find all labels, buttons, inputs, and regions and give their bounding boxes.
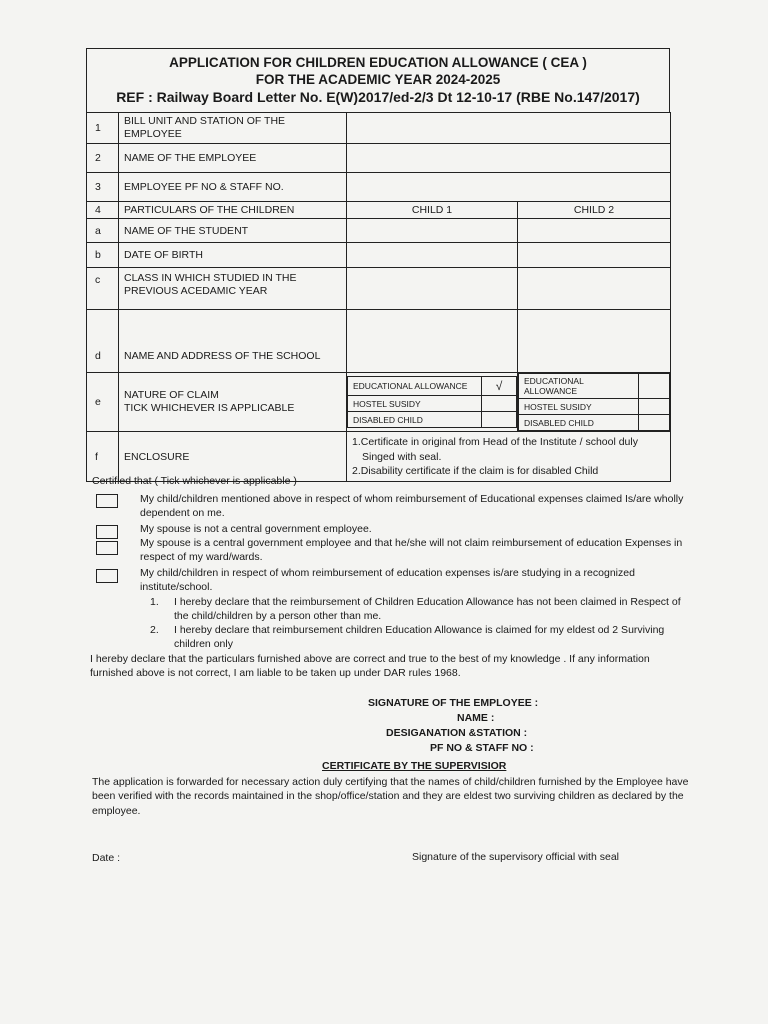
claim-option-label: HOSTEL SUSIDY	[519, 399, 639, 415]
child2-claim-options	[518, 373, 671, 432]
supervisor-signature-label: Signature of the supervisory official with seal	[412, 851, 619, 863]
row-label: NAME AND ADDRESS OF THE SCHOOL	[119, 310, 347, 373]
child1-header: CHILD 1	[347, 202, 518, 219]
child1-disabled-child-tick[interactable]	[482, 412, 517, 428]
declaration-text: I hereby declare that the reimbursement of Children Education Allowance has not been claimed in Respect of the child/children by a person other than me.	[174, 596, 681, 623]
certification-text: My spouse is not a central government employee.	[140, 523, 372, 535]
date-label: Date :	[92, 852, 121, 864]
child2-educational-allowance-tick[interactable]	[639, 374, 670, 399]
table-row	[87, 310, 671, 373]
row-label-text: NATURE OF CLAIM TICK WHICHEVER IS APPLICABLE	[124, 389, 295, 415]
form-title: APPLICATION FOR CHILDREN EDUCATION ALLOWANCE ( CEA )	[169, 55, 587, 70]
child2-header: CHILD 2	[518, 202, 671, 219]
child1-student-name-field[interactable]	[347, 219, 518, 243]
declaration-text: I hereby declare that reimbursement children Education Allowance is claimed for my eldest od 2 Surviving children only	[174, 624, 665, 651]
pf-staff-label: PF NO & STAFF NO :	[430, 742, 534, 754]
designation-label: DESIGANATION &STATION :	[386, 727, 528, 739]
table-row	[87, 113, 671, 144]
row-label: PARTICULARS OF THE CHILDREN	[119, 202, 347, 219]
row-label	[119, 113, 347, 144]
child1-hostel-subsidy-tick[interactable]	[482, 396, 517, 412]
table-row	[87, 202, 671, 219]
table-row	[87, 373, 671, 432]
table-row	[87, 219, 671, 243]
child1-school-field[interactable]	[347, 310, 518, 373]
certification-text: My child/children in respect of whom reimbursement of education expenses is/are studying in a recognized institute/school.	[140, 567, 635, 594]
child2-school-field[interactable]	[518, 310, 671, 373]
row-label: NAME OF THE STUDENT	[119, 219, 347, 243]
child1-class-field[interactable]	[347, 268, 518, 310]
row-number: 3	[87, 173, 119, 202]
enclosure-list	[347, 432, 671, 482]
enclosure-item: 2.Disability certificate if the claim is for disabled Child	[352, 464, 599, 477]
certified-heading: Certified that ( Tick whichever is applicable )	[92, 475, 297, 487]
checkbox[interactable]	[96, 569, 118, 583]
claim-option-label: EDUCATIONAL ALLOWANCE	[348, 377, 482, 396]
employee-name-field[interactable]	[347, 144, 671, 173]
child2-class-field[interactable]	[518, 268, 671, 310]
certification-text: My child/children mentioned above in respect of whom reimbursement of Educational expenses claimed Is/are wholly dependent on me.	[140, 493, 684, 520]
row-number: 2	[87, 144, 119, 173]
checkbox[interactable]	[96, 525, 118, 539]
row-number: c	[87, 268, 119, 310]
pf-staff-no-field[interactable]	[347, 173, 671, 202]
row-label	[119, 373, 347, 432]
employee-name-label: NAME :	[457, 712, 495, 724]
reference-line: REF : Railway Board Letter No. E(W)2017/ed-2/3 Dt 12-10-17 (RBE No.147/2017)	[116, 89, 640, 105]
claim-option-label: DISABLED CHILD	[348, 412, 482, 428]
employee-signature-label: SIGNATURE OF THE EMPLOYEE :	[368, 697, 539, 709]
row-label-text: CLASS IN WHICH STUDIED IN THE PREVIOUS ACEDAMIC YEAR	[124, 272, 297, 298]
child2-hostel-subsidy-tick[interactable]	[639, 399, 670, 415]
child1-claim-options	[347, 373, 518, 432]
declaration-number: 1.	[150, 596, 159, 608]
bill-unit-field[interactable]	[347, 113, 671, 144]
row-number: 4	[87, 202, 119, 219]
row-label-text: BILL UNIT AND STATION OF THE EMPLOYEE	[124, 115, 286, 141]
checkbox[interactable]	[96, 494, 118, 508]
academic-year: FOR THE ACADEMIC YEAR 2024-2025	[255, 72, 501, 87]
row-label: DATE OF BIRTH	[119, 243, 347, 268]
checkbox[interactable]	[96, 541, 118, 555]
child1-dob-field[interactable]	[347, 243, 518, 268]
supervisor-certificate-text: The application is forwarded for necessary action duly certifying that the names of child/children furnished by the Employee have been verified with the records maintained in the shop/office/station and they are eldest two surviving children as declared by the employee.	[92, 776, 689, 817]
table-row	[87, 243, 671, 268]
declaration-number: 2.	[150, 624, 159, 636]
row-label: NAME OF THE EMPLOYEE	[119, 144, 347, 173]
particulars-table	[86, 112, 671, 482]
claim-option-label: DISABLED CHILD	[519, 415, 639, 431]
claim-option-label: EDUCATIONAL ALLOWANCE	[519, 374, 639, 399]
enclosure-item: Singed with seal.	[362, 450, 442, 463]
row-label: EMPLOYEE PF NO & STAFF NO.	[119, 173, 347, 202]
child2-student-name-field[interactable]	[518, 219, 671, 243]
table-row	[87, 268, 671, 310]
row-number: a	[87, 219, 119, 243]
row-number: b	[87, 243, 119, 268]
table-row	[87, 144, 671, 173]
row-number: f	[87, 432, 119, 482]
final-declaration: I hereby declare that the particulars furnished above are correct and true to the best of my knowledge . If any information furnished above is not correct, I am liable to be taken up under DAR rules 1968.	[90, 653, 650, 680]
row-label: ENCLOSURE	[119, 432, 347, 482]
row-number: d	[87, 310, 119, 373]
child1-educational-allowance-tick[interactable]: √	[482, 377, 517, 396]
child2-disabled-child-tick[interactable]	[639, 415, 670, 431]
claim-option-label: HOSTEL SUSIDY	[348, 396, 482, 412]
row-label	[119, 268, 347, 310]
enclosure-item: 1.Certificate in original from Head of the Institute / school duly	[352, 436, 638, 449]
form-header	[86, 48, 670, 112]
certification-text: My spouse is a central government employee and that he/she will not claim reimbursement of education Expenses in respect of my ward/wards.	[140, 537, 683, 564]
row-number: e	[87, 373, 119, 432]
child2-dob-field[interactable]	[518, 243, 671, 268]
row-number: 1	[87, 113, 119, 144]
supervisor-certificate-title: CERTIFICATE BY THE SUPERVISIOR	[322, 760, 507, 772]
table-row	[87, 173, 671, 202]
